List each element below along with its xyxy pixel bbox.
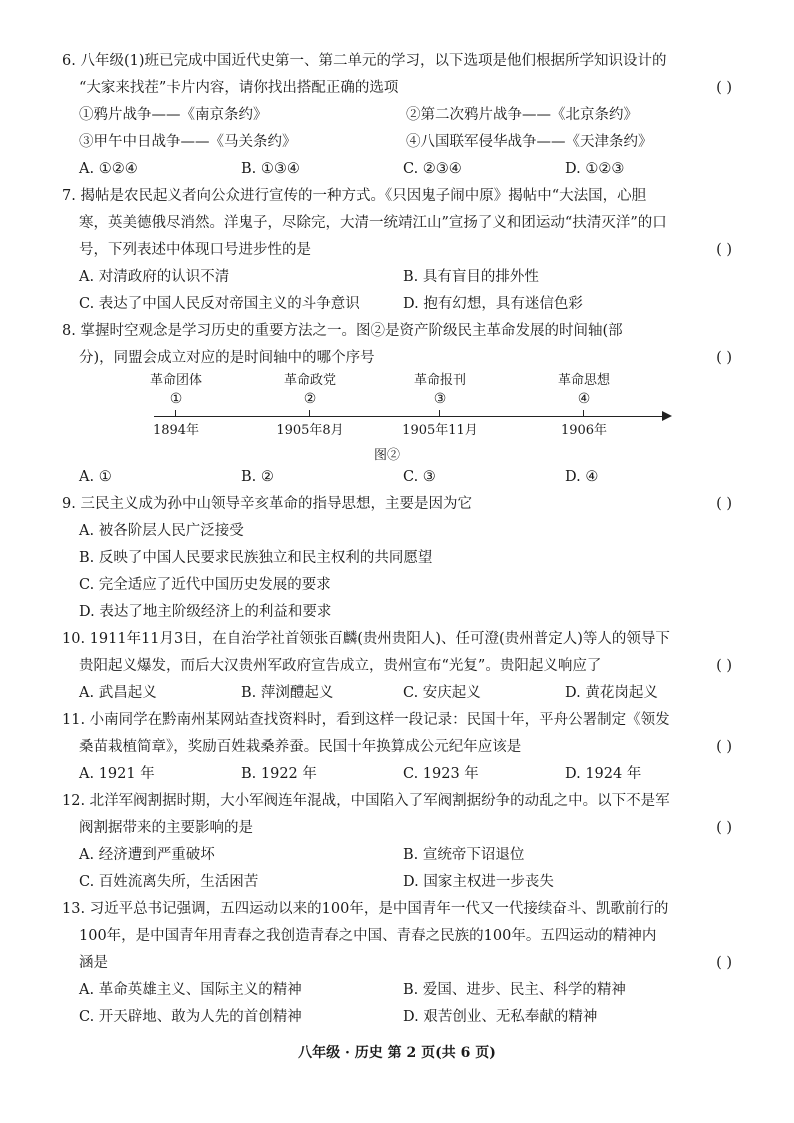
option-b[interactable]: B. 反映了中国人民要求民族独立和民主权利的共同愿望 — [79, 550, 433, 566]
option-row — [62, 761, 734, 788]
question-text — [62, 491, 734, 518]
question-12 — [62, 788, 734, 896]
option-b[interactable]: B. 宣统帝下诏退位 — [403, 847, 525, 863]
answer-paren[interactable]: ( ) — [716, 80, 732, 96]
question-6 — [62, 48, 734, 183]
option-row — [62, 156, 734, 183]
timeline-number: ④ — [577, 391, 591, 407]
item: ①鸦片战争——《南京条约》 — [79, 107, 268, 123]
timeline-tick — [583, 410, 584, 417]
question-text: 100年，是中国青年用青春之我创造青春之中国、青春之民族的100年。五四运动的精神内 — [79, 928, 657, 944]
timeline-date: 1906年 — [560, 423, 608, 438]
option-row — [62, 464, 734, 491]
question-text — [62, 75, 734, 102]
question-text-span: “大家来找茬”卡片内容，请你找出搭配正确的选项 — [79, 80, 399, 96]
option-d[interactable]: D. 抱有幻想，具有迷信色彩 — [403, 296, 583, 312]
option-b[interactable]: B. 萍浏醴起义 — [241, 685, 334, 701]
option-b[interactable]: B. 1922 年 — [241, 766, 317, 782]
option-d[interactable]: D. 1924 年 — [565, 766, 642, 782]
question-text-span: 号，下列表述中体现口号进步性的是 — [79, 242, 311, 258]
option-d[interactable]: D. 艰苦创业、无私奉献的精神 — [403, 1009, 598, 1025]
option-c[interactable]: C. ②③④ — [403, 161, 462, 177]
timeline-node-4 — [539, 372, 629, 438]
question-text-span: 涵是 — [79, 955, 108, 971]
option-row — [62, 291, 734, 318]
question-text — [62, 653, 734, 680]
question-text-span: 阀割据带来的主要影响的是 — [79, 820, 253, 836]
option-d[interactable]: D. 表达了地主阶级经济上的利益和要求 — [79, 604, 332, 620]
option-a[interactable]: A. 被各阶层人民广泛接受 — [79, 523, 244, 539]
option-c[interactable]: C. 表达了中国人民反对帝国主义的斗争意识 — [79, 296, 360, 312]
answer-paren[interactable]: ( ) — [716, 658, 732, 674]
timeline-number: ② — [303, 391, 317, 407]
question-text — [62, 734, 734, 761]
timeline-label: 革命报刊 — [413, 373, 466, 388]
answer-paren[interactable]: ( ) — [716, 496, 732, 512]
timeline-label: 革命政党 — [283, 373, 336, 388]
option-c[interactable]: C. 完全适应了近代中国历史发展的要求 — [79, 577, 331, 593]
option-a[interactable]: A. 对清政府的认识不清 — [79, 269, 230, 285]
option-d[interactable]: D. ①②③ — [565, 161, 625, 177]
answer-paren[interactable]: ( ) — [716, 350, 732, 366]
question-text: 13. 习近平总书记强调，五四运动以来的100年，是中国青年一代又一代接续奋斗、凯歌前行的 — [62, 901, 669, 917]
timeline-tick — [309, 410, 310, 417]
timeline-axis — [154, 416, 668, 417]
timeline-figure — [148, 372, 668, 464]
question-text — [62, 950, 734, 977]
timeline-number: ① — [169, 391, 183, 407]
question-7 — [62, 183, 734, 318]
option-b[interactable]: B. ①③④ — [241, 161, 300, 177]
item-row — [62, 129, 734, 156]
timeline-tick — [175, 410, 176, 417]
timeline-date: 1905年11月 — [402, 423, 478, 438]
timeline-node-3 — [395, 372, 485, 438]
question-text-span: 桑苗栽植简章》，奖励百姓栽桑养蚕。民国十年换算成公元纪年应该是 — [79, 739, 522, 755]
option-a[interactable]: A. 1921 年 — [79, 766, 155, 782]
item-row — [62, 102, 734, 129]
question-10 — [62, 626, 734, 707]
timeline-label: 革命团体 — [149, 373, 202, 388]
option-c[interactable]: C. 1923 年 — [403, 766, 479, 782]
option-d[interactable]: D. 国家主权进一步丧失 — [403, 874, 554, 890]
timeline-node-2 — [265, 372, 355, 438]
question-8 — [62, 318, 734, 491]
timeline-date: 1894年 — [152, 423, 200, 438]
question-text: 7. 揭帖是农民起义者向公众进行宣传的一种方式。《只因鬼子闹中原》揭帖中“大法国，心胆 — [62, 188, 647, 204]
option-a[interactable]: A. 革命英雄主义、国际主义的精神 — [79, 982, 302, 998]
question-text: 10. 1911年11月3日，在自治学社首领张百麟(贵州贵阳人)、任可澄(贵州普定人)等人的领导下 — [62, 631, 670, 647]
exam-page — [62, 48, 734, 1031]
option-row — [62, 842, 734, 869]
option-row — [62, 977, 734, 1004]
option-c[interactable]: C. 开天辟地、敢为人先的首创精神 — [79, 1009, 302, 1025]
question-text: 12. 北洋军阀割据时期，大小军阀连年混战，中国陷入了军阀割据纷争的动乱之中。以下不是军 — [62, 793, 670, 809]
question-text: 寒，英美德俄尽消然。洋鬼子，尽除完，大清一统靖江山”宣扬了义和团运动“扶清灭洋”的口 — [79, 215, 667, 231]
question-text-span: 9. 三民主义成为孙中山领导辛亥革命的指导思想，主要是因为它 — [62, 496, 472, 512]
question-text-span: 贵阳起义爆发，而后大汉贵州军政府宣告成立，贵州宣布“光复”。贵阳起义响应了 — [79, 658, 602, 674]
figure-caption: 图② — [374, 448, 401, 463]
question-text-span: 分)，同盟会成立对应的是时间轴中的哪个序号 — [79, 350, 375, 366]
option-b[interactable]: B. 爱国、进步、民主、科学的精神 — [403, 982, 626, 998]
timeline-label: 革命思想 — [557, 373, 610, 388]
option-a[interactable]: A. ①②④ — [79, 161, 138, 177]
question-text: 8. 掌握时空观念是学习历史的重要方法之一。图②是资产阶级民主革命发展的时间轴(部 — [62, 323, 623, 339]
question-13 — [62, 896, 734, 1031]
question-text — [62, 237, 734, 264]
option-row — [62, 680, 734, 707]
option-c[interactable]: C. 百姓流离失所，生活困苦 — [79, 874, 259, 890]
question-11 — [62, 707, 734, 788]
option-row — [62, 264, 734, 291]
option-a[interactable]: A. 武昌起义 — [79, 685, 157, 701]
option-b[interactable]: B. 具有盲目的排外性 — [403, 269, 539, 285]
question-9 — [62, 491, 734, 626]
item: ③甲午中日战争——《马关条约》 — [79, 134, 297, 150]
question-text: 6. 八年级(1)班已完成中国近代史第一、第二单元的学习，以下选项是他们根据所学知识设计的 — [62, 53, 667, 69]
answer-paren[interactable]: ( ) — [716, 242, 732, 258]
option-row — [62, 1004, 734, 1031]
item: ②第二次鸦片战争——《北京条约》 — [406, 107, 638, 123]
timeline-date: 1905年8月 — [276, 423, 344, 438]
option-c[interactable]: C. 安庆起义 — [403, 685, 481, 701]
question-text: 11. 小南同学在黔南州某网站查找资料时，看到这样一段记录：民国十年，平舟公署制定《领发 — [62, 712, 670, 728]
timeline-node-1 — [131, 372, 221, 438]
option-row — [62, 869, 734, 896]
item: ④八国联军侵华战争——《天津条约》 — [406, 134, 653, 150]
option-b[interactable]: B. ② — [241, 469, 274, 485]
option-a[interactable]: A. ① — [79, 469, 112, 485]
answer-paren[interactable]: ( ) — [716, 955, 732, 971]
option-a[interactable]: A. 经济遭到严重破坏 — [79, 847, 215, 863]
answer-paren[interactable]: ( ) — [716, 739, 732, 755]
option-c[interactable]: C. ③ — [403, 469, 436, 485]
timeline-number: ③ — [433, 391, 447, 407]
option-d[interactable]: D. 黄花岗起义 — [565, 685, 658, 701]
page-footer: 八年级 · 历史 第 2 页(共 6 页) — [298, 1045, 496, 1061]
timeline-tick — [439, 410, 440, 417]
timeline-arrow — [662, 411, 672, 421]
question-text — [62, 815, 734, 842]
option-d[interactable]: D. ④ — [565, 469, 599, 485]
answer-paren[interactable]: ( ) — [716, 820, 732, 836]
question-text — [62, 345, 734, 372]
